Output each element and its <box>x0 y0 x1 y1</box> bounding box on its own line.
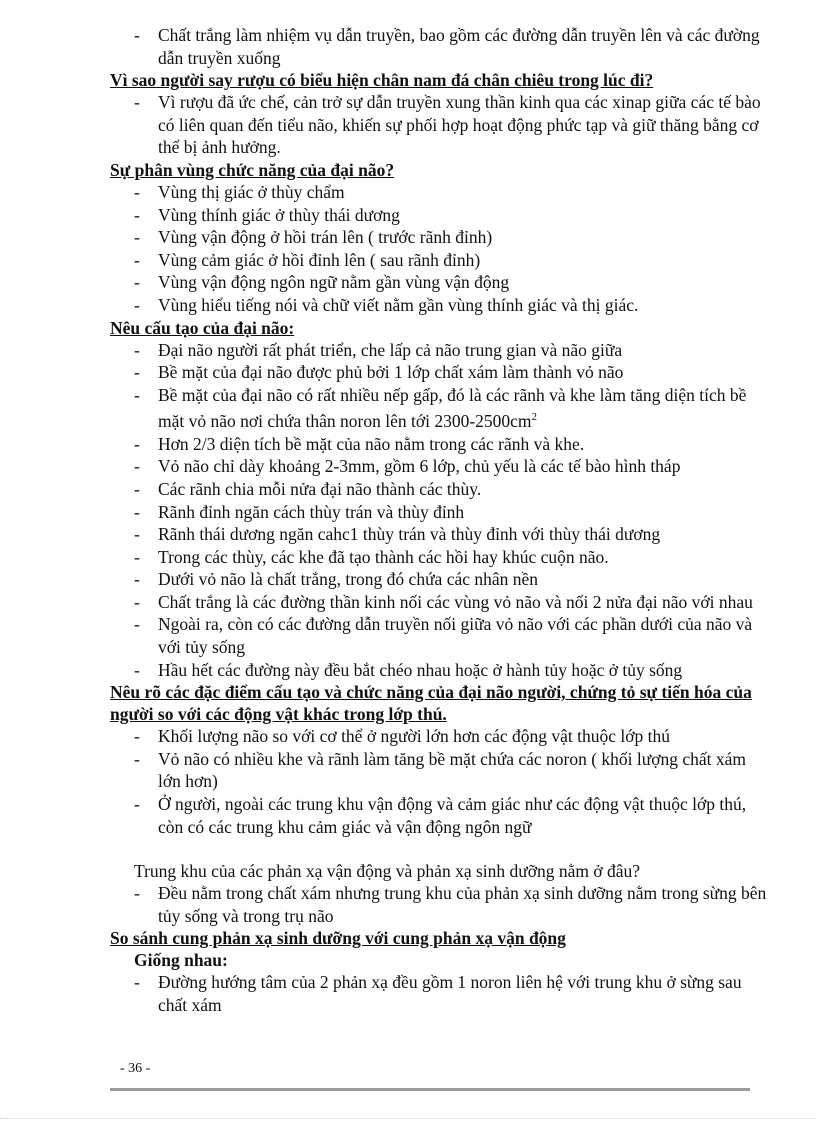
bullet-list-3 <box>110 181 770 317</box>
list-item: - Khối lượng não so với cơ thể ở người lớn hơn các động vật thuộc lớp thú <box>134 726 670 747</box>
bullet-list-1 <box>110 24 770 69</box>
list-item: - Hầu hết các đường này đều bắt chéo nhau hoặc ở hành tủy hoặc ở tủy sống <box>134 659 683 680</box>
list-item: - Vỏ não chỉ dày khoảng 2-3mm, gồm 6 lớp, chủ yếu là các tế bào hình tháp <box>134 456 681 477</box>
list-item: - Các rãnh chia mỗi nửa đại não thành các thùy. <box>134 478 482 499</box>
list-item: - Ngoài ra, còn có các đường dẫn truyền nối giữa vỏ não với các phần dưới của não và với tủy sống <box>134 614 753 658</box>
superscript: 2 <box>531 411 538 424</box>
list-item: - Rãnh thái dương ngăn cahc1 thùy trán và thùy đỉnh với thùy thái dương <box>134 524 661 545</box>
list-item: - Đường hướng tâm của 2 phản xạ đều gồm 1 noron liên hệ với trung khu ở sừng sau chất xám <box>134 972 742 1016</box>
section-heading-evolution: Nêu rõ các đặc điểm cấu tạo và chức năng của đại não người, chứng tỏ sự tiến hóa của người so với các động vật khác trong lớp thú. <box>110 682 752 725</box>
page-bottom-border <box>0 1118 816 1119</box>
list-item: - Đều nằm trong chất xám nhưng trung khu của phản xạ sinh dưỡng nằm trong sừng bên tủy sống và trong trụ não <box>134 883 767 926</box>
list-item: - Vùng hiểu tiếng nói và chữ viết nằm gần vùng thính giác và thị giác. <box>134 294 639 315</box>
list-item: - Hơn 2/3 diện tích bề mặt của não nằm trong các rãnh và khe. <box>134 433 585 454</box>
bullet-list-7 <box>110 971 770 1016</box>
section-heading-drunk-gait: Vì sao người say rượu có biểu hiện chân nam đá chân chiêu trong lúc đi? <box>110 70 654 91</box>
list-item: - Đại não người rất phát triển, che lấp cả não trung gian và não giữa <box>134 339 623 360</box>
bullet-list-5 <box>110 725 770 838</box>
bullet-list-4 <box>110 339 770 682</box>
bullet-list-6 <box>110 882 770 927</box>
list-item: - Bề mặt của đại não được phủ bởi 1 lớp chất xám làm thành vỏ não <box>134 362 624 383</box>
list-item: - Vì rượu đã ức chế, cản trở sự dẫn truyền xung thần kinh qua các xinap giữa các tế bào có liên quan đến tiểu não, khiến sự phối hợp hoạt động phức tạp và giữ thăng bằng cơ thể bị ảnh hưởng. <box>134 92 761 158</box>
section-heading-cerebrum-structure: Nêu cấu tạo của đại não: <box>110 317 295 338</box>
list-item: - Rãnh đỉnh ngăn cách thùy trán và thùy đỉnh <box>134 501 465 522</box>
question-text: Trung khu của các phản xạ vận động và phản xạ sinh dưỡng nằm ở đâu? <box>134 861 641 882</box>
document-page <box>110 24 770 1017</box>
page-number: - 36 - <box>120 1061 151 1076</box>
list-item: - Chất trắng làm nhiệm vụ dẫn truyền, bao gồm các đường dẫn truyền lên và các đường dẫn truyền xuống <box>134 25 760 68</box>
list-item: - Vùng vận động ở hồi trán lên ( trước rãnh đỉnh) <box>134 227 493 248</box>
footer-rule <box>110 1088 750 1091</box>
list-item: - Vùng thị giác ở thùy chẩm <box>134 181 345 202</box>
list-item: - Vùng vận động ngôn ngữ nằm gần vùng vận động <box>134 272 510 293</box>
list-item: - Bề mặt của đại não có rất nhiều nếp gấp, đó là các rãnh và khe làm tăng diện tích bề mặt vỏ não nơi chứa thân noron lên tới $2300-2500cm^2$ <box>134 384 747 432</box>
list-item: - Vùng cảm giác ở hồi đỉnh lên ( sau rãnh đỉnh) <box>134 249 481 270</box>
list-item: - Chất trắng là các đường thần kinh nối các vùng vỏ não và nối 2 nửa đại não với nhau <box>134 591 753 612</box>
list-item: - Dưới vỏ não là chất trắng, trong đó chứa các nhân nền <box>134 569 539 590</box>
similar-label: Giống nhau: <box>134 950 228 971</box>
list-item: - Trong các thùy, các khe đã tạo thành các hồi hay khúc cuộn não. <box>134 546 609 567</box>
section-heading-brain-zones: Sự phân vùng chức năng của đại não? <box>110 159 395 180</box>
section-heading-compare: So sánh cung phản xạ sinh dưỡng với cung phản xạ vận động <box>110 928 566 949</box>
spacer <box>110 838 770 860</box>
bullet-list-2 <box>110 91 770 159</box>
list-item: - Vùng thính giác ở thùy thái dương <box>134 204 400 225</box>
list-item: - Vỏ não có nhiều khe và rãnh làm tăng bề mặt chứa các noron ( khối lượng chất xám lớn hơn) <box>134 748 747 792</box>
list-item: - Ở người, ngoài các trung khu vận động và cảm giác như các động vật thuộc lớp thú, còn có các trung khu cảm giác và vận động ngôn ngữ <box>134 794 747 837</box>
